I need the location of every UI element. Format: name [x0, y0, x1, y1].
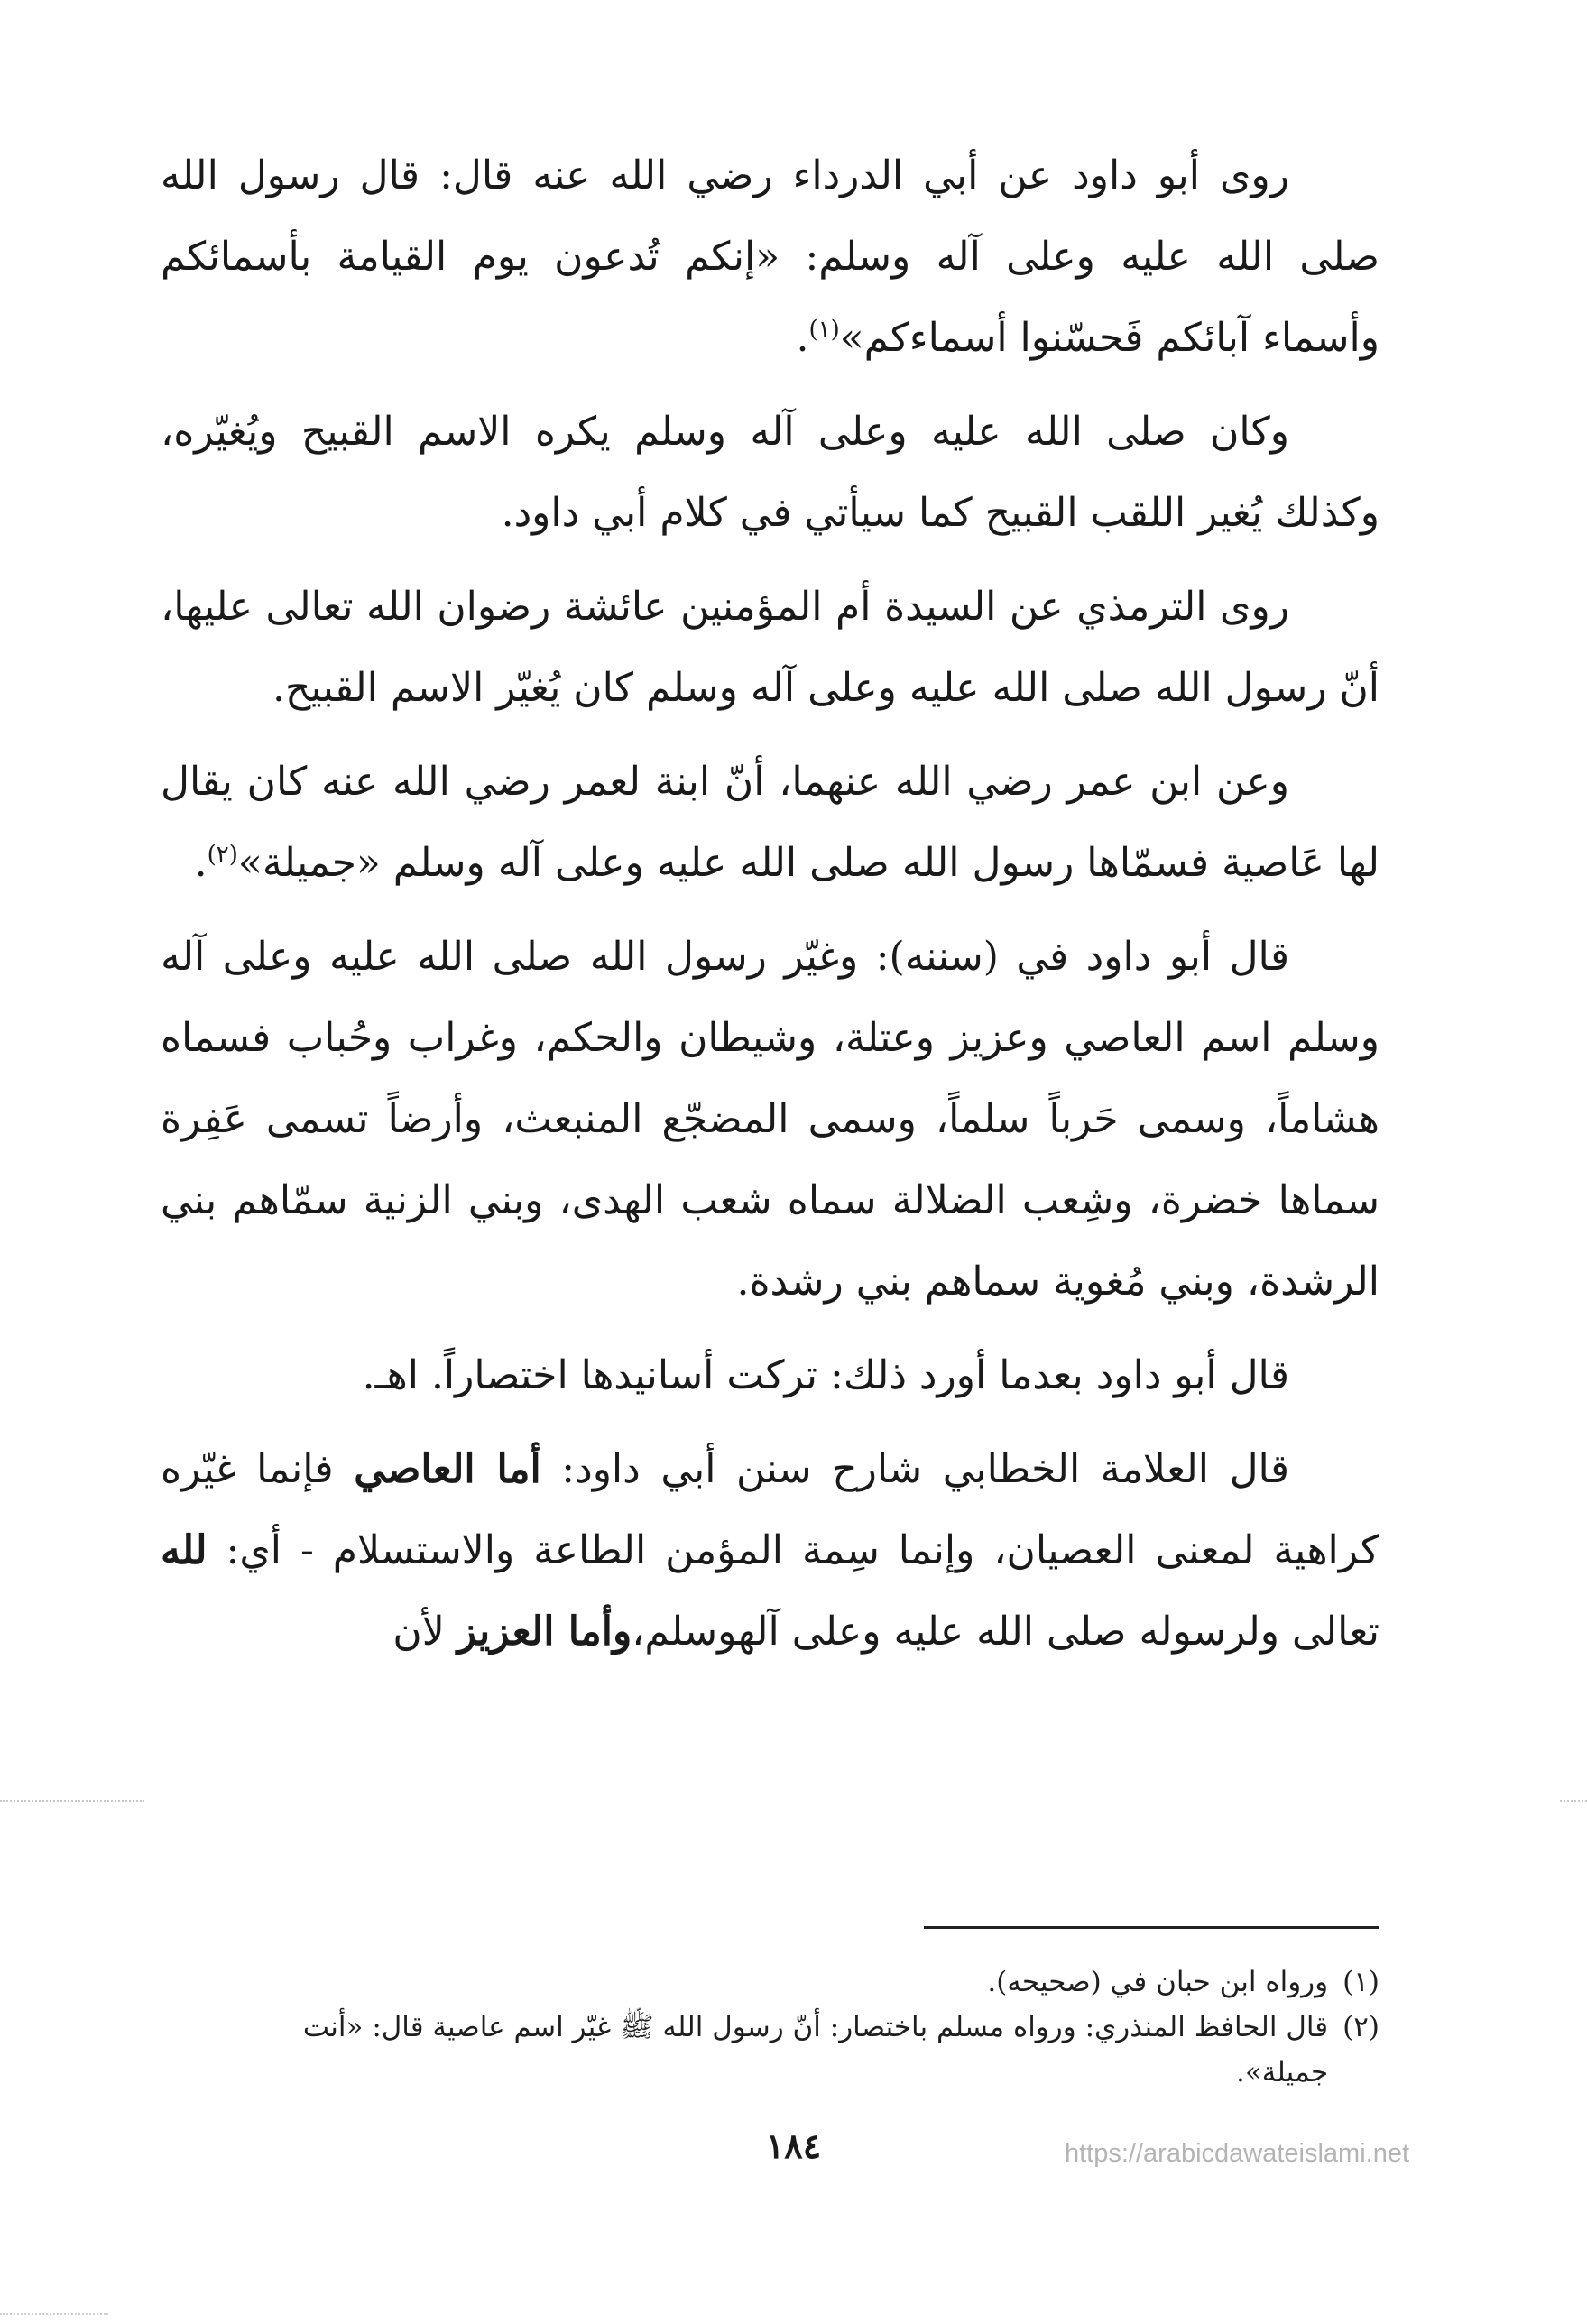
- footnotes: [217, 1960, 1379, 2095]
- footnote-number: (٢): [1342, 2011, 1379, 2043]
- bold-term-lillah: لله: [161, 1527, 208, 1573]
- paragraph-7: [161, 1429, 1379, 1673]
- paragraph-text: روى الترمذي عن السيدة أم المؤمنين عائشة رضوان الله تعالى عليها، أنّ رسول الله صلى الله عليه وعلى آله وسلم كان يُغيّر الاسم القبيح.: [161, 584, 1379, 711]
- paragraph-text: وكان صلى الله عليه وعلى آله وسلم يكره الاسم القبيح ويُغيّره، وكذلك يُغير اللقب القبيح كما سيأتي في كلام أبي داود.: [161, 409, 1379, 536]
- scan-margin-mark: [1560, 1800, 1587, 1803]
- paragraph-text-part: لأن: [392, 1609, 457, 1655]
- footnote-number: (١): [1342, 1966, 1379, 1998]
- footnote-reference-1[interactable]: (١): [808, 316, 840, 344]
- footnote-divider: [924, 1926, 1379, 1929]
- watermark-url: https://arabicdawateislami.net: [1065, 2139, 1410, 2168]
- scan-edge-mark: [0, 2313, 108, 2317]
- paragraph-text: روى أبو داود عن أبي الدرداء رضي الله عنه قال: قال رسول الله صلى الله عليه وعلى آله وسلم: «إنكم تُدعون يوم القيامة بأسمائكم وأسماء آبائكم فَحسّنوا أسماءكم»: [161, 152, 1379, 361]
- paragraph-4: [161, 742, 1379, 904]
- footnote-1: [217, 1960, 1379, 2005]
- paragraph-1: [161, 135, 1379, 379]
- paragraph-text: قال أبو داود بعدما أورد ذلك: تركت أسانيدها اختصاراً. اهـ.: [362, 1352, 1289, 1398]
- page-number: ١٨٤: [765, 2126, 822, 2166]
- paragraph-6: [161, 1335, 1379, 1416]
- footnote-2: [217, 2005, 1379, 2095]
- paragraph-end: .: [796, 315, 809, 361]
- paragraph-text: قال أبو داود في (سننه): وغيّر رسول الله صلى الله عليه وعلى آله وسلم اسم العاصي وعزيز وعتلة، وشيطان والحكم، وغراب وحُباب فسماه هشاماً، وسمى حَرباً سلماً، وسمى المضجّع المنبعث، وأرضاً تسمى عَفِرة سماها خضرة، وشِعب الضلالة سماه شعب الهدى، وبني الزنية سمّاهم بني الرشدة، وبني مُغوية سماهم بني رشدة.: [161, 934, 1379, 1305]
- footnote-reference-2[interactable]: (٢): [207, 841, 238, 869]
- footnote-text: ورواه ابن حبان في (صحيحه).: [987, 1966, 1329, 1998]
- paragraph-5: [161, 917, 1379, 1323]
- bold-term-al-aziz: وأما العزيز: [457, 1609, 632, 1655]
- paragraph-2: [161, 392, 1379, 554]
- main-text: [161, 135, 1379, 1685]
- footnote-text: قال الحافظ المنذري: ورواه مسلم باختصار: أنّ رسول الله ﷺ غيّر اسم عاصية قال: «أنت جميلة».: [302, 2011, 1329, 2089]
- scan-margin-mark: [0, 1800, 144, 1803]
- paragraph-text-part: قال العلامة الخطابي شارح سنن أبي داود:: [540, 1446, 1289, 1492]
- bold-term-al-asi: أما العاصي: [354, 1446, 541, 1492]
- paragraph-text: وعن ابن عمر رضي الله عنهما، أنّ ابنة لعمر رضي الله عنه كان يقال لها عَاصية فسمّاها رسول الله صلى الله عليه وعلى آله وسلم «جميلة»: [161, 759, 1379, 886]
- paragraph-text-part: تعالى ولرسوله صلى الله عليه وعلى آلهوسلم،: [632, 1609, 1379, 1655]
- paragraph-3: [161, 567, 1379, 729]
- paragraph-end: .: [194, 840, 208, 886]
- paragraph-text-part: فإنما غيّره كراهية لمعنى العصيان، وإنما سِمة المؤمن الطاعة والاستسلام - أي:: [161, 1446, 1379, 1573]
